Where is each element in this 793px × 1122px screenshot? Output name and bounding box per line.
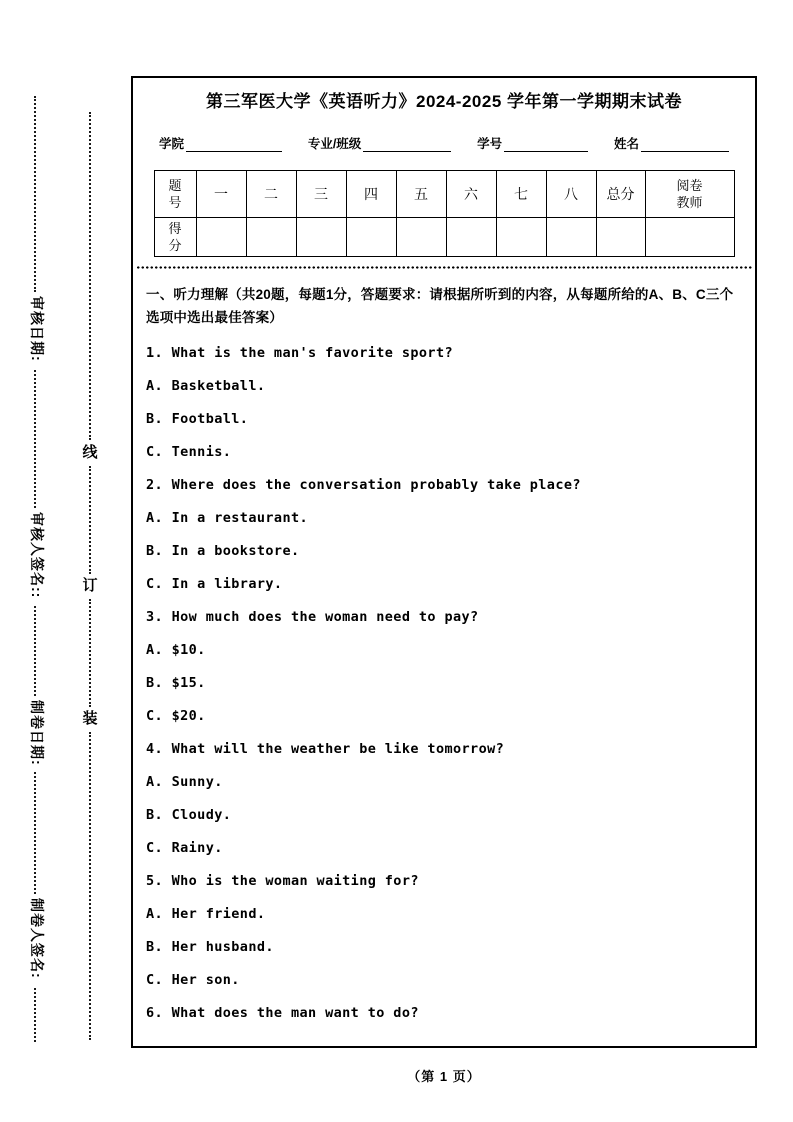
field-label: 专业/班级 [307,137,362,151]
score-blank-cell [496,218,546,257]
score-label: 得分 [168,221,182,253]
score-table [154,170,735,257]
dotted-line-segment [34,988,36,1042]
question-text: 4. What will the weather be like tomorrow? [146,741,505,757]
score-blank-cell [296,218,346,257]
score-blank-cell [446,218,496,257]
field-blank-line [641,136,729,152]
margin-label-review-date: 审核日期: [29,296,45,362]
option-text: A. Her friend. [146,906,266,922]
dotted-line-segment [89,599,91,707]
option-text: B. Cloudy. [146,807,232,823]
question-text: 3. How much does the woman need to pay? [146,609,479,625]
score-table-column-header: 二 [246,171,296,218]
score-table-column-header: 七 [496,171,546,218]
score-table-column-header: 三 [296,171,346,218]
binding-char-xian: 线 [82,444,98,461]
option-text: C. In a library. [146,576,283,592]
option-text: C. $20. [146,708,206,724]
dotted-line-segment [34,772,36,894]
student-info-field [159,136,282,152]
dotted-line-segment [89,732,91,1040]
dotted-line-segment [34,96,36,292]
option-text: A. Sunny. [146,774,223,790]
student-info-field [477,136,588,152]
questions-list [146,337,755,1030]
option-text: B. In a bookstore. [146,543,300,559]
margin-label-reviewer-signature: 审核人签名:: [29,512,45,599]
score-table-column-header: 五 [396,171,446,218]
question-text: 1. What is the man's favorite sport? [146,345,453,361]
margin-label-made-date: 制卷日期: [29,700,45,766]
option-text: A. $10. [146,642,206,658]
field-blank-line [186,136,282,152]
option-text: B. Football. [146,411,249,427]
exam-title: 第三军医大学《英语听力》2024-2025 学年第一学期期末试卷 [205,92,683,111]
dotted-line-segment [89,112,91,440]
score-table-corner-cell [154,171,196,218]
field-label: 学院 [159,137,185,151]
score-table-grader-cell [645,171,734,218]
dotted-line-segment [89,466,91,574]
score-blank-cell [546,218,596,257]
score-blank-cell [346,218,396,257]
option-text: C. Tennis. [146,444,232,460]
grader-label: 阅卷教师 [676,178,703,210]
binding-char-ding: 订 [82,577,98,594]
question-number-label: 题号 [168,178,182,210]
field-label: 学号 [477,137,503,151]
option-text: A. In a restaurant. [146,510,309,526]
option-text: B. $15. [146,675,206,691]
option-text: A. Basketball. [146,378,266,394]
dotted-line-segment [34,606,36,696]
option-text: C. Rainy. [146,840,223,856]
option-text: B. Her husband. [146,939,274,955]
page-footer: （第 1 页） [407,1069,481,1084]
dotted-line-segment [34,370,36,508]
question-text: 6. What does the man want to do? [146,1005,419,1021]
score-table-column-header: 八 [546,171,596,218]
option-text: C. Her son. [146,972,240,988]
score-blank-cell [596,218,645,257]
dotted-separator [136,266,752,269]
student-info-field [308,136,451,152]
score-blank-cell [246,218,296,257]
student-info-field [614,136,729,152]
field-blank-line [363,136,451,152]
score-blank-cell [396,218,446,257]
student-info-row [133,134,755,152]
binding-char-zhuang: 装 [82,710,98,727]
score-blank-cell [196,218,246,257]
score-blank-cell [645,218,734,257]
score-table-column-header: 总分 [596,171,645,218]
field-label: 姓名 [613,137,639,151]
field-blank-line [504,136,588,152]
question-text: 5. Who is the woman waiting for? [146,873,419,889]
score-table-column-header: 四 [346,171,396,218]
section-instructions: 一、听力理解（共20题，每题1分，答题要求：请根据所听到的内容，从每题所给的A、B、C三个选项中选出最佳答案） [146,287,734,325]
score-table-column-header: 一 [196,171,246,218]
margin-label-maker-signature: 制卷人签名: [29,898,45,979]
score-row-label-cell [154,218,196,257]
question-text: 2. Where does the conversation probably take place? [146,477,581,493]
score-table-column-header: 六 [446,171,496,218]
exam-sheet [131,76,757,1048]
